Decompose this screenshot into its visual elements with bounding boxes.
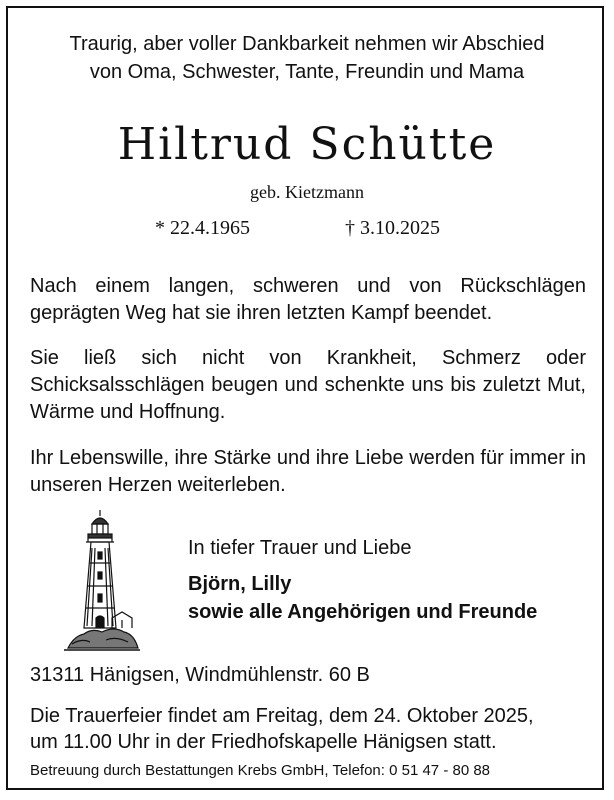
address: 31311 Hänigsen, Windmühlenstr. 60 B (30, 664, 370, 686)
service-info (30, 703, 586, 755)
death-date: † 3.10.2025 (345, 217, 440, 239)
maiden-name: geb. Kietzmann (250, 182, 364, 202)
lighthouse-icon (62, 508, 142, 654)
mourners-line-2: sowie alle Angehörigen und Freunde (188, 601, 538, 623)
paragraph-1: Nach einem langen, schweren und von Rückschlägen geprägten Weg hat sie ihren letzten Kampf beendet. (30, 275, 586, 324)
intro-line-1: Traurig, aber voller Dankbarkeit nehmen wir Abschied (69, 33, 545, 55)
intro-text (0, 30, 614, 86)
deceased-name: Hiltrud Schütte (117, 119, 497, 170)
paragraph-2: Sie ließ sich nicht von Krankheit, Schmerz oder Schicksalsschlägen beugen und schenkte uns bis zuletzt Mut, Wärme und Hoffnung. (30, 347, 586, 423)
mourners-names (188, 570, 537, 626)
intro-line-2: von Oma, Schwester, Tante, Freundin und Mama (89, 61, 525, 83)
service-line-2: um 11.00 Uhr in der Friedhofskapelle Hänigsen statt. (30, 731, 497, 753)
paragraph-3: Ihr Lebenswille, ihre Stärke und ihre Liebe werden für immer in unseren Herzen weiterleben. (30, 447, 586, 496)
mourning-intro: In tiefer Trauer und Liebe (188, 537, 412, 559)
undertaker-info: Betreuung durch Bestattungen Krebs GmbH, Telefon: 0 51 47 - 80 88 (30, 762, 491, 779)
mourners-line-1: Björn, Lilly (188, 573, 292, 595)
service-line-1: Die Trauerfeier findet am Freitag, dem 24. Oktober 2025, (30, 705, 534, 727)
birth-date: * 22.4.1965 (155, 217, 250, 239)
